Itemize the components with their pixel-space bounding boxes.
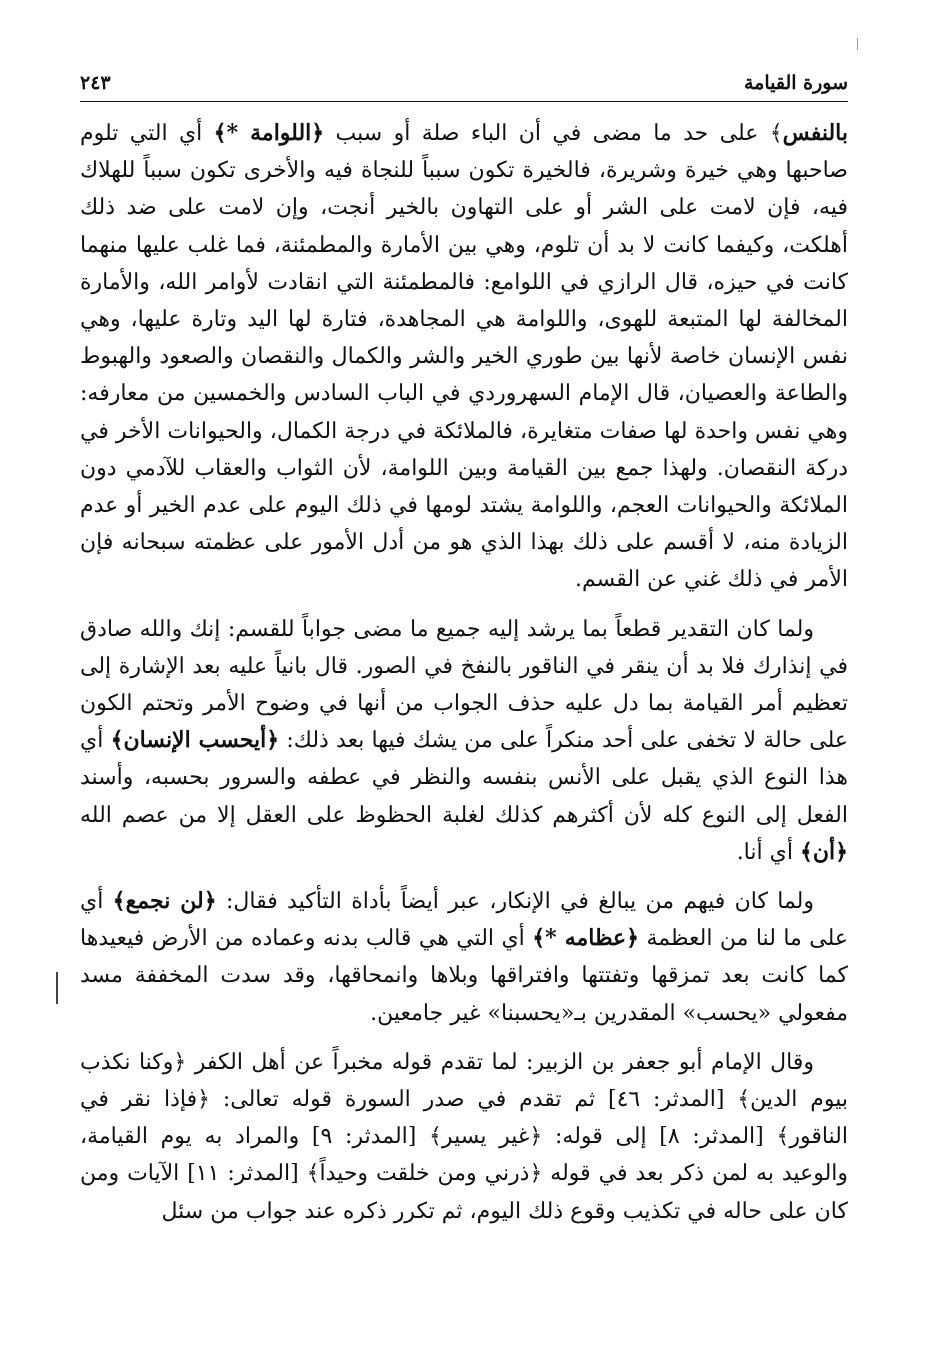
header-rule [80, 101, 848, 102]
quran-phrase: ﴿اللوامة *﴾ [213, 120, 325, 146]
quran-phrase: ﴿أيحسب الإنسان﴾ [110, 727, 280, 754]
margin-mark-top [857, 38, 858, 50]
paragraph [80, 611, 848, 871]
running-header [80, 64, 848, 94]
body-text [80, 115, 848, 1242]
paragraph-text: أي على ما لنا من العظمة [80, 889, 848, 952]
paragraph-text: أي التي هي قالب بدنه وعماده من الأرض فيعيدها كما كانت بعد تمزقها وتفتتها وافتراقها وبلاها وانمحاقها، وقد سدت المخففة مسد مفعولي «يحسب» المقدرين بـ«يحسبنا» غير جامعين. [80, 926, 848, 1026]
page-number: ٢٤٣ [80, 72, 111, 94]
paragraph-text: ولما كان فيهم من يبالغ في الإنكار، عبر أيضاً بأداة التأكيد فقال: [216, 889, 814, 915]
paragraph-text: وقال الإمام أبو جعفر بن الزبير: لما تقدم قوله مخبراً عن أهل الكفر ﴿وكنا نكذب بيوم الدين﴾ [المدثر: ٤٦] ثم تقدم في صدر السورة قوله تعالى: ﴿فإذا نقر في الناقور﴾ [المدثر: ٨] إلى قوله: ﴿غير يسير﴾ [المدثر: ٩] والمراد به يوم القيامة، والوعيد به لمن ذكر بعد في قوله ﴿ذرني ومن خلقت وحيداً﴾ [المدثر: ١١] الآيات ومن كان على حاله في تكذيب وقوع ذلك اليوم، ثم تكرر ذكره عند جواب من سئل [80, 1049, 849, 1224]
quran-phrase: بالنفس [782, 120, 848, 146]
paragraph [80, 1044, 848, 1230]
paragraph-text: أي التي تلوم صاحبها وهي خيرة وشريرة، فالخيرة تكون سبباً للنجاة فيه والأخرى تكون سبباً للهلاك فيه، فإن لامت على الشر أو على التهاون بالخير أنجت، وإن لامت على ضد ذلك أهلكت، وكيفما كانت لا بد أن تلوم، وهي بين الأمارة والمطمئنة، فما غلب عليها منهما كانت في حيزه، قال الرازي في اللوامع: فالمطمئنة التي انقادت لأوامر الله، والأمارة المخالفة لها المتبعة للهوى، واللوامة هي المجاهدة، فتارة لها اليد وتارة عليها، وهي نفس الإنسان خاصة لأنها بين طوري الخير والشر والكمال والنقصان والصعود والهبوط والطاعة والعصيان، قال الإمام السهروردي في الباب السادس والخمسين من معارفه: وهي نفس واحدة لها صفات متغايرة، فالملائكة في درجة الكمال، والحيوانات الأخر في دركة النقصان. ولهذا جمع بين القيامة وبين اللوامة، لأن الثواب والعقاب للآدمي دون الملائكة والحيوانات العجم، واللوامة يشتد لومها في ذلك اليوم على عدم الخير أو عدم الزيادة منه، لا أقسم على ذلك بهذا الذي هو من أدل الأمور على عظمته سبحانه فإن الأمر في ذلك غني عن القسم. [80, 121, 848, 593]
quran-phrase: ﴿لن نجمع﴾ [112, 888, 217, 915]
paragraph-text: أي هذا النوع الذي يقبل على الأنس بنفسه والنظر في عطفه والسرور بحسبه، وأسند الفعل إلى النوع كله لأن أكثرهم كذلك لغلبة الحظوظ على العقل إلا من عصم الله [80, 728, 848, 828]
paragraph-text: أي أنا. [736, 839, 800, 865]
paragraph-text: ﴾ على حد ما مضى في أن الباء صلة أو سبب [324, 121, 783, 146]
quran-phrase: ﴿أن﴾ [799, 838, 848, 865]
paragraph-text: ولما كان التقدير قطعاً بما يرشد إليه جميع ما مضى جواباً للقسم: إنك والله صادق في إنذارك فلا بد أن ينقر في الناقور بالنفخ في الصور. قال بانياً عليه بعد الإشارة إلى تعظيم أمر القيامة بما دل عليه حذف الجواب من أنها في وضوح الأمر وتحتم الكون على حالة لا تخفى على أحد منكراً على من يشك فيها بعد ذلك: [80, 616, 849, 754]
margin-mark-side [56, 972, 58, 1004]
paragraph [80, 115, 848, 599]
quran-phrase: ﴿عظامه *﴾ [532, 925, 640, 952]
paragraph [80, 883, 848, 1032]
surah-title: سورة القيامة [743, 72, 848, 94]
